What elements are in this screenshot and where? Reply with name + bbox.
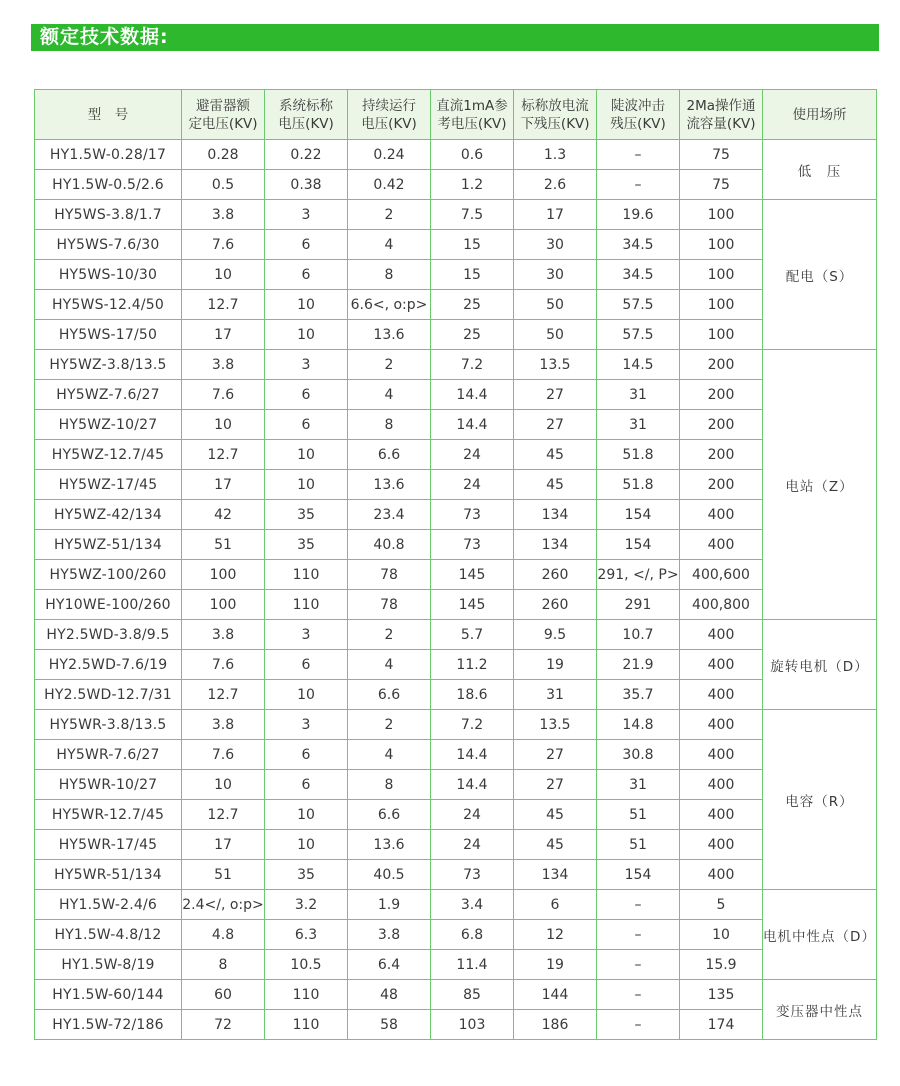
- cell-steep-wave-voltage: 51: [597, 800, 680, 830]
- cell-rated-voltage: 12.7: [182, 290, 265, 320]
- cell-continuous-voltage: 2: [348, 710, 431, 740]
- cell-continuous-voltage: 13.6: [348, 470, 431, 500]
- table-row: [35, 740, 877, 770]
- cell-flow-capacity: 174: [680, 1010, 763, 1040]
- cell-system-voltage: 3.2: [265, 890, 348, 920]
- table-row: [35, 680, 877, 710]
- cell-residual-voltage: 50: [514, 290, 597, 320]
- cell-residual-voltage: 144: [514, 980, 597, 1010]
- cell-dc-reference-voltage: 14.4: [431, 740, 514, 770]
- cell-model: HY5WZ-17/45: [35, 470, 182, 500]
- cell-dc-reference-voltage: 11.2: [431, 650, 514, 680]
- cell-residual-voltage: 19: [514, 950, 597, 980]
- table-row: [35, 1010, 877, 1040]
- cell-continuous-voltage: 6.4: [348, 950, 431, 980]
- cell-rated-voltage: 51: [182, 860, 265, 890]
- table-row: [35, 800, 877, 830]
- cell-dc-reference-voltage: 25: [431, 320, 514, 350]
- cell-model: HY5WS-17/50: [35, 320, 182, 350]
- cell-system-voltage: 6: [265, 650, 348, 680]
- cell-steep-wave-voltage: –: [597, 980, 680, 1010]
- cell-usage: 低 压: [763, 140, 877, 200]
- cell-residual-voltage: 134: [514, 860, 597, 890]
- cell-continuous-voltage: 8: [348, 410, 431, 440]
- cell-system-voltage: 10: [265, 680, 348, 710]
- cell-residual-voltage: 30: [514, 230, 597, 260]
- table-row: [35, 950, 877, 980]
- cell-rated-voltage: 2.4</, o:p>: [182, 890, 265, 920]
- cell-flow-capacity: 400: [680, 770, 763, 800]
- cell-dc-reference-voltage: 24: [431, 800, 514, 830]
- cell-steep-wave-voltage: 51: [597, 830, 680, 860]
- cell-dc-reference-voltage: 18.6: [431, 680, 514, 710]
- cell-model: HY5WR-7.6/27: [35, 740, 182, 770]
- cell-flow-capacity: 400: [680, 740, 763, 770]
- table-row: [35, 170, 877, 200]
- cell-usage: 电容（R）: [763, 710, 877, 890]
- cell-continuous-voltage: 2: [348, 200, 431, 230]
- cell-flow-capacity: 400: [680, 650, 763, 680]
- cell-steep-wave-voltage: 21.9: [597, 650, 680, 680]
- cell-system-voltage: 6: [265, 230, 348, 260]
- cell-rated-voltage: 17: [182, 470, 265, 500]
- cell-steep-wave-voltage: 154: [597, 860, 680, 890]
- table-row: [35, 470, 877, 500]
- cell-rated-voltage: 3.8: [182, 620, 265, 650]
- cell-flow-capacity: 400: [680, 800, 763, 830]
- table-row: [35, 650, 877, 680]
- cell-continuous-voltage: 6.6: [348, 800, 431, 830]
- header-dc-reference-voltage: 直流1mA参 考电压(KV): [431, 90, 514, 140]
- cell-steep-wave-voltage: 30.8: [597, 740, 680, 770]
- cell-dc-reference-voltage: 7.2: [431, 710, 514, 740]
- cell-model: HY5WR-17/45: [35, 830, 182, 860]
- cell-residual-voltage: 27: [514, 410, 597, 440]
- cell-model: HY5WR-51/134: [35, 860, 182, 890]
- cell-steep-wave-voltage: –: [597, 140, 680, 170]
- cell-steep-wave-voltage: –: [597, 920, 680, 950]
- header-system-voltage: 系统标称 电压(KV): [265, 90, 348, 140]
- cell-steep-wave-voltage: 10.7: [597, 620, 680, 650]
- cell-flow-capacity: 100: [680, 200, 763, 230]
- cell-model: HY5WS-10/30: [35, 260, 182, 290]
- cell-system-voltage: 6: [265, 380, 348, 410]
- table-row: [35, 200, 877, 230]
- cell-rated-voltage: 17: [182, 320, 265, 350]
- table-row: [35, 830, 877, 860]
- cell-steep-wave-voltage: 291, </, P>: [597, 560, 680, 590]
- cell-model: HY5WR-12.7/45: [35, 800, 182, 830]
- cell-rated-voltage: 7.6: [182, 740, 265, 770]
- table-row: [35, 620, 877, 650]
- cell-rated-voltage: 17: [182, 830, 265, 860]
- cell-residual-voltage: 17: [514, 200, 597, 230]
- cell-rated-voltage: 7.6: [182, 650, 265, 680]
- cell-dc-reference-voltage: 73: [431, 860, 514, 890]
- table-row: [35, 350, 877, 380]
- cell-model: HY1.5W-60/144: [35, 980, 182, 1010]
- cell-steep-wave-voltage: 14.5: [597, 350, 680, 380]
- cell-rated-voltage: 7.6: [182, 380, 265, 410]
- cell-rated-voltage: 60: [182, 980, 265, 1010]
- cell-continuous-voltage: 4: [348, 380, 431, 410]
- cell-residual-voltage: 45: [514, 800, 597, 830]
- cell-steep-wave-voltage: 291: [597, 590, 680, 620]
- cell-continuous-voltage: 2: [348, 620, 431, 650]
- cell-model: HY1.5W-8/19: [35, 950, 182, 980]
- cell-usage: 配电（S）: [763, 200, 877, 350]
- cell-system-voltage: 0.38: [265, 170, 348, 200]
- cell-residual-voltage: 2.6: [514, 170, 597, 200]
- cell-model: HY5WS-7.6/30: [35, 230, 182, 260]
- cell-continuous-voltage: 4: [348, 740, 431, 770]
- cell-residual-voltage: 27: [514, 380, 597, 410]
- cell-rated-voltage: 0.5: [182, 170, 265, 200]
- cell-flow-capacity: 400: [680, 680, 763, 710]
- cell-continuous-voltage: 40.5: [348, 860, 431, 890]
- cell-residual-voltage: 12: [514, 920, 597, 950]
- cell-residual-voltage: 30: [514, 260, 597, 290]
- cell-residual-voltage: 13.5: [514, 710, 597, 740]
- cell-residual-voltage: 6: [514, 890, 597, 920]
- table-row: [35, 980, 877, 1010]
- cell-dc-reference-voltage: 73: [431, 530, 514, 560]
- cell-dc-reference-voltage: 25: [431, 290, 514, 320]
- cell-continuous-voltage: 58: [348, 1010, 431, 1040]
- cell-model: HY5WZ-10/27: [35, 410, 182, 440]
- cell-steep-wave-voltage: 51.8: [597, 470, 680, 500]
- cell-rated-voltage: 100: [182, 590, 265, 620]
- cell-rated-voltage: 42: [182, 500, 265, 530]
- cell-model: HY5WR-3.8/13.5: [35, 710, 182, 740]
- cell-residual-voltage: 45: [514, 470, 597, 500]
- cell-steep-wave-voltage: 51.8: [597, 440, 680, 470]
- cell-system-voltage: 110: [265, 1010, 348, 1040]
- cell-flow-capacity: 100: [680, 320, 763, 350]
- cell-system-voltage: 110: [265, 560, 348, 590]
- cell-rated-voltage: 100: [182, 560, 265, 590]
- cell-rated-voltage: 3.8: [182, 710, 265, 740]
- cell-rated-voltage: 0.28: [182, 140, 265, 170]
- cell-rated-voltage: 10: [182, 410, 265, 440]
- cell-continuous-voltage: 2: [348, 350, 431, 380]
- cell-model: HY1.5W-0.5/2.6: [35, 170, 182, 200]
- cell-system-voltage: 6: [265, 740, 348, 770]
- cell-dc-reference-voltage: 3.4: [431, 890, 514, 920]
- cell-system-voltage: 6: [265, 410, 348, 440]
- cell-dc-reference-voltage: 14.4: [431, 380, 514, 410]
- cell-continuous-voltage: 8: [348, 260, 431, 290]
- cell-continuous-voltage: 4: [348, 230, 431, 260]
- cell-model: HY5WZ-51/134: [35, 530, 182, 560]
- header-rated-voltage: 避雷器额 定电压(KV): [182, 90, 265, 140]
- cell-dc-reference-voltage: 24: [431, 440, 514, 470]
- cell-dc-reference-voltage: 24: [431, 470, 514, 500]
- cell-system-voltage: 10.5: [265, 950, 348, 980]
- cell-model: HY1.5W-72/186: [35, 1010, 182, 1040]
- cell-residual-voltage: 9.5: [514, 620, 597, 650]
- cell-flow-capacity: 400: [680, 830, 763, 860]
- cell-dc-reference-voltage: 1.2: [431, 170, 514, 200]
- cell-continuous-voltage: 6.6<, o:p>: [348, 290, 431, 320]
- cell-continuous-voltage: 13.6: [348, 320, 431, 350]
- cell-usage: 变压器中性点: [763, 980, 877, 1040]
- cell-usage: 电机中性点（D）: [763, 890, 877, 980]
- cell-system-voltage: 110: [265, 980, 348, 1010]
- cell-model: HY10WE-100/260: [35, 590, 182, 620]
- cell-continuous-voltage: 6.6: [348, 680, 431, 710]
- cell-system-voltage: 0.22: [265, 140, 348, 170]
- cell-model: HY1.5W-0.28/17: [35, 140, 182, 170]
- cell-flow-capacity: 400: [680, 500, 763, 530]
- cell-flow-capacity: 15.9: [680, 950, 763, 980]
- cell-model: HY2.5WD-12.7/31: [35, 680, 182, 710]
- cell-steep-wave-voltage: 31: [597, 380, 680, 410]
- cell-dc-reference-voltage: 14.4: [431, 770, 514, 800]
- cell-flow-capacity: 5: [680, 890, 763, 920]
- cell-rated-voltage: 10: [182, 260, 265, 290]
- cell-steep-wave-voltage: 31: [597, 410, 680, 440]
- cell-continuous-voltage: 4: [348, 650, 431, 680]
- cell-steep-wave-voltage: –: [597, 890, 680, 920]
- cell-rated-voltage: 3.8: [182, 200, 265, 230]
- cell-residual-voltage: 134: [514, 500, 597, 530]
- header-residual-voltage: 标称放电流 下残压(KV): [514, 90, 597, 140]
- cell-dc-reference-voltage: 7.5: [431, 200, 514, 230]
- cell-model: HY5WZ-100/260: [35, 560, 182, 590]
- cell-system-voltage: 6: [265, 260, 348, 290]
- cell-flow-capacity: 200: [680, 380, 763, 410]
- cell-rated-voltage: 7.6: [182, 230, 265, 260]
- cell-flow-capacity: 100: [680, 230, 763, 260]
- cell-residual-voltage: 45: [514, 830, 597, 860]
- cell-system-voltage: 6.3: [265, 920, 348, 950]
- table-row: [35, 590, 877, 620]
- cell-system-voltage: 35: [265, 860, 348, 890]
- table-row: [35, 500, 877, 530]
- cell-steep-wave-voltage: 35.7: [597, 680, 680, 710]
- cell-dc-reference-voltage: 145: [431, 590, 514, 620]
- cell-dc-reference-voltage: 6.8: [431, 920, 514, 950]
- cell-dc-reference-voltage: 15: [431, 230, 514, 260]
- cell-steep-wave-voltage: –: [597, 950, 680, 980]
- cell-rated-voltage: 8: [182, 950, 265, 980]
- cell-system-voltage: 3: [265, 710, 348, 740]
- cell-steep-wave-voltage: 31: [597, 770, 680, 800]
- table-header-row: [35, 90, 877, 140]
- cell-continuous-voltage: 78: [348, 590, 431, 620]
- cell-flow-capacity: 200: [680, 470, 763, 500]
- cell-model: HY2.5WD-3.8/9.5: [35, 620, 182, 650]
- table-row: [35, 260, 877, 290]
- cell-residual-voltage: 27: [514, 770, 597, 800]
- cell-continuous-voltage: 3.8: [348, 920, 431, 950]
- table-row: [35, 770, 877, 800]
- cell-residual-voltage: 186: [514, 1010, 597, 1040]
- cell-system-voltage: 110: [265, 590, 348, 620]
- header-flow-capacity: 2Ma操作通 流容量(KV): [680, 90, 763, 140]
- cell-dc-reference-voltage: 103: [431, 1010, 514, 1040]
- cell-flow-capacity: 400: [680, 530, 763, 560]
- cell-dc-reference-voltage: 11.4: [431, 950, 514, 980]
- cell-system-voltage: 35: [265, 530, 348, 560]
- header-model: 型 号: [35, 90, 182, 140]
- cell-residual-voltage: 45: [514, 440, 597, 470]
- table-row: [35, 290, 877, 320]
- cell-steep-wave-voltage: 57.5: [597, 290, 680, 320]
- cell-flow-capacity: 400: [680, 860, 763, 890]
- cell-steep-wave-voltage: 57.5: [597, 320, 680, 350]
- cell-residual-voltage: 19: [514, 650, 597, 680]
- cell-residual-voltage: 1.3: [514, 140, 597, 170]
- table-row: [35, 320, 877, 350]
- cell-system-voltage: 10: [265, 320, 348, 350]
- cell-residual-voltage: 134: [514, 530, 597, 560]
- cell-steep-wave-voltage: 154: [597, 530, 680, 560]
- cell-flow-capacity: 400: [680, 710, 763, 740]
- cell-system-voltage: 10: [265, 440, 348, 470]
- cell-model: HY5WS-3.8/1.7: [35, 200, 182, 230]
- cell-dc-reference-voltage: 0.6: [431, 140, 514, 170]
- table-row: [35, 560, 877, 590]
- cell-continuous-voltage: 6.6: [348, 440, 431, 470]
- cell-rated-voltage: 12.7: [182, 680, 265, 710]
- cell-flow-capacity: 75: [680, 140, 763, 170]
- cell-residual-voltage: 260: [514, 590, 597, 620]
- table-row: [35, 380, 877, 410]
- cell-residual-voltage: 260: [514, 560, 597, 590]
- cell-model: HY2.5WD-7.6/19: [35, 650, 182, 680]
- cell-dc-reference-voltage: 24: [431, 830, 514, 860]
- table-body: [35, 140, 877, 1040]
- cell-steep-wave-voltage: 34.5: [597, 230, 680, 260]
- cell-flow-capacity: 200: [680, 350, 763, 380]
- header-usage: 使用场所: [763, 90, 877, 140]
- table-row: [35, 920, 877, 950]
- table-row: [35, 530, 877, 560]
- cell-model: HY1.5W-2.4/6: [35, 890, 182, 920]
- cell-steep-wave-voltage: 34.5: [597, 260, 680, 290]
- cell-residual-voltage: 50: [514, 320, 597, 350]
- cell-rated-voltage: 12.7: [182, 800, 265, 830]
- cell-flow-capacity: 135: [680, 980, 763, 1010]
- header-continuous-voltage: 持续运行 电压(KV): [348, 90, 431, 140]
- table-row: [35, 710, 877, 740]
- cell-continuous-voltage: 1.9: [348, 890, 431, 920]
- cell-flow-capacity: 100: [680, 290, 763, 320]
- cell-continuous-voltage: 8: [348, 770, 431, 800]
- cell-system-voltage: 3: [265, 350, 348, 380]
- section-banner: [31, 24, 879, 51]
- cell-steep-wave-voltage: 19.6: [597, 200, 680, 230]
- cell-system-voltage: 3: [265, 620, 348, 650]
- cell-continuous-voltage: 40.8: [348, 530, 431, 560]
- cell-flow-capacity: 400,600: [680, 560, 763, 590]
- cell-model: HY5WZ-7.6/27: [35, 380, 182, 410]
- cell-flow-capacity: 10: [680, 920, 763, 950]
- cell-dc-reference-voltage: 7.2: [431, 350, 514, 380]
- cell-system-voltage: 10: [265, 470, 348, 500]
- cell-continuous-voltage: 23.4: [348, 500, 431, 530]
- cell-flow-capacity: 200: [680, 410, 763, 440]
- cell-model: HY5WR-10/27: [35, 770, 182, 800]
- cell-system-voltage: 10: [265, 800, 348, 830]
- cell-residual-voltage: 27: [514, 740, 597, 770]
- cell-flow-capacity: 75: [680, 170, 763, 200]
- cell-model: HY5WS-12.4/50: [35, 290, 182, 320]
- cell-dc-reference-voltage: 15: [431, 260, 514, 290]
- cell-steep-wave-voltage: –: [597, 170, 680, 200]
- cell-rated-voltage: 10: [182, 770, 265, 800]
- cell-dc-reference-voltage: 73: [431, 500, 514, 530]
- section-title: 额定技术数据:: [40, 26, 169, 48]
- table-row: [35, 410, 877, 440]
- cell-model: HY5WZ-12.7/45: [35, 440, 182, 470]
- header-steep-wave-voltage: 陡波冲击 残压(KV): [597, 90, 680, 140]
- cell-dc-reference-voltage: 14.4: [431, 410, 514, 440]
- cell-rated-voltage: 51: [182, 530, 265, 560]
- cell-model: HY1.5W-4.8/12: [35, 920, 182, 950]
- cell-usage: 电站（Z）: [763, 350, 877, 620]
- cell-model: HY5WZ-3.8/13.5: [35, 350, 182, 380]
- spec-table: [34, 89, 877, 1040]
- cell-rated-voltage: 3.8: [182, 350, 265, 380]
- cell-flow-capacity: 200: [680, 440, 763, 470]
- cell-rated-voltage: 72: [182, 1010, 265, 1040]
- cell-dc-reference-voltage: 85: [431, 980, 514, 1010]
- cell-steep-wave-voltage: 154: [597, 500, 680, 530]
- table-row: [35, 140, 877, 170]
- cell-system-voltage: 6: [265, 770, 348, 800]
- cell-continuous-voltage: 0.42: [348, 170, 431, 200]
- cell-steep-wave-voltage: –: [597, 1010, 680, 1040]
- cell-residual-voltage: 13.5: [514, 350, 597, 380]
- cell-continuous-voltage: 13.6: [348, 830, 431, 860]
- cell-dc-reference-voltage: 145: [431, 560, 514, 590]
- cell-flow-capacity: 400: [680, 620, 763, 650]
- cell-system-voltage: 3: [265, 200, 348, 230]
- table-row: [35, 230, 877, 260]
- table-row: [35, 890, 877, 920]
- cell-rated-voltage: 4.8: [182, 920, 265, 950]
- cell-continuous-voltage: 0.24: [348, 140, 431, 170]
- cell-rated-voltage: 12.7: [182, 440, 265, 470]
- cell-steep-wave-voltage: 14.8: [597, 710, 680, 740]
- table-row: [35, 860, 877, 890]
- cell-continuous-voltage: 48: [348, 980, 431, 1010]
- cell-flow-capacity: 400,800: [680, 590, 763, 620]
- cell-dc-reference-voltage: 5.7: [431, 620, 514, 650]
- table-row: [35, 440, 877, 470]
- cell-continuous-voltage: 78: [348, 560, 431, 590]
- cell-usage: 旋转电机（D）: [763, 620, 877, 710]
- cell-system-voltage: 10: [265, 290, 348, 320]
- cell-model: HY5WZ-42/134: [35, 500, 182, 530]
- cell-system-voltage: 35: [265, 500, 348, 530]
- cell-system-voltage: 10: [265, 830, 348, 860]
- cell-flow-capacity: 100: [680, 260, 763, 290]
- cell-residual-voltage: 31: [514, 680, 597, 710]
